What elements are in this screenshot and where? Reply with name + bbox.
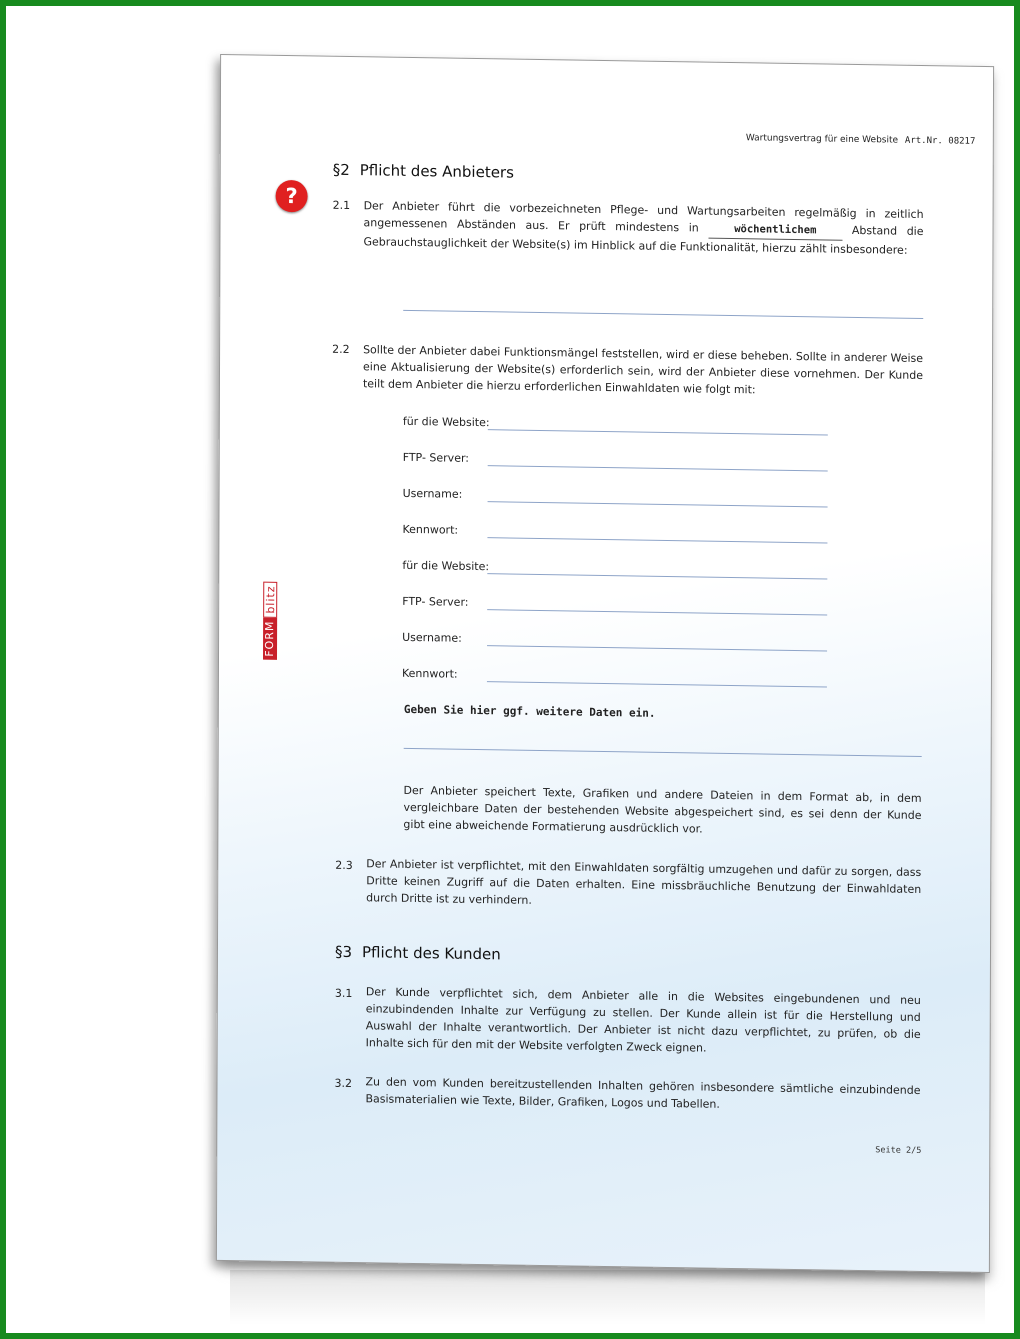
clause-2-2: Sollte der Anbieter dabei Funktionsmängel feststellen, wird er diese beheben. Sollte in anderer Weise eine Aktualisierung der Website(s) erforderlich sein, wird der Anbieter diese vornehmen. Der Kunde teilt dem Anbieter die hierzu erforderlichen Einwahldaten wie folgt mit: — [362, 343, 924, 397]
brand-part-blitz: blitz — [263, 581, 277, 617]
clause-2-2-format: Der Anbieter speichert Texte, Grafiken und andere Dateien in dem Format ab, in dem vergleichbare Daten der bestehenden Website abgespeichert sind, es sei denn der Kunde gibt eine abweichende Formatierung ausdrücklich vor. — [403, 783, 922, 836]
field-label: für die Website: — [402, 558, 490, 574]
clause-number: 3.1 — [334, 986, 353, 1001]
field-label: Kennwort: — [401, 666, 458, 681]
field-label: FTP- Server: — [402, 594, 469, 609]
extra-data-field[interactable]: Geben Sie hier ggf. weitere Daten ein. — [403, 702, 656, 720]
document-header — [746, 133, 976, 147]
clause-3-2: Zu den vom Kunden bereitzustellenden Inhalten gehören insbesondere sämtliche einzubindende Basismaterialien wie Texte, Bilder, Grafiken, Logos und Tabellen. — [365, 1075, 921, 1111]
field-label: Username: — [402, 486, 463, 501]
clause-2-3: Der Anbieter ist verpflichtet, mit den Einwahldaten sorgfältig umzugehen und dafür zu sorgen, dass Dritte keinen Zugriff auf die Daten erhalten. Eine missbräuchliche Benutzung der Einwahldaten durch Dritte ist zu verhindern. — [366, 857, 922, 907]
input-line[interactable] — [403, 310, 923, 319]
username-input-line[interactable] — [488, 501, 828, 507]
page-number: Seite 2/5 — [875, 1145, 922, 1156]
username-input-line[interactable] — [487, 645, 827, 651]
section-heading-3 — [335, 943, 501, 964]
clause-2-1 — [363, 197, 923, 259]
ftp-server-input-line[interactable] — [488, 465, 828, 471]
interval-fill-field[interactable]: wöchentlichem — [708, 221, 842, 241]
clause-2-1-text-a: Der Anbieter führt die vorbezeichneten Pflege- und Wartungsarbeiten regelmäßig in zeitlich angemessenen Abständen aus. Er prüft mindestens in — [363, 199, 924, 235]
field-label: Username: — [402, 630, 462, 645]
password-input-line[interactable] — [487, 681, 827, 687]
website-input-line[interactable] — [487, 573, 827, 579]
clause-2-1-text-b: Abstand die Gebrauchstauglichkeit der Website(s) im Hinblick auf die Funktionalität, hierzu zählt insbesondere: — [363, 223, 924, 257]
section-title: Pflicht des Anbieters — [359, 161, 514, 182]
field-label: FTP- Server: — [402, 450, 470, 465]
section-number: §3 — [334, 942, 353, 962]
field-label: Kennwort: — [402, 522, 459, 537]
password-input-line[interactable] — [487, 537, 827, 543]
help-icon[interactable]: ? — [276, 180, 308, 213]
section-title: Pflicht des Kunden — [361, 943, 501, 964]
website-input-line[interactable] — [488, 429, 828, 435]
document-page — [216, 54, 994, 1273]
paper-reflection — [230, 1270, 985, 1325]
clause-number: 2.2 — [332, 342, 350, 356]
extra-data-input-line[interactable] — [404, 748, 922, 757]
clause-number: 2.3 — [335, 858, 353, 873]
clause-number: 3.2 — [334, 1076, 353, 1091]
formblitz-logo — [263, 560, 277, 660]
section-number: §2 — [332, 160, 350, 179]
brand-part-form: FORM — [263, 618, 277, 660]
header-title: Wartungsvertrag für eine Website — [745, 133, 899, 146]
field-label: für die Website: — [402, 414, 490, 430]
header-art-nr: Art.Nr. 08217 — [904, 135, 976, 147]
clause-number: 2.1 — [332, 198, 351, 212]
clause-3-1: Der Kunde verpflichtet sich, dem Anbieter alle in die Websites eingebundenen und neu einzubindenden Inhalte zur Verfügung zu stellen. Der Kunde allein ist für die Herstellung und Auswahl der Inhalte verantwortlich. Der Anbieter ist nicht dazu verpflichtet, zu prüfen, ob die Inhalte sich für den mit der Website verfolgten Zweck eignen. — [365, 985, 921, 1055]
section-heading-2 — [333, 161, 514, 182]
ftp-server-input-line[interactable] — [487, 609, 827, 615]
